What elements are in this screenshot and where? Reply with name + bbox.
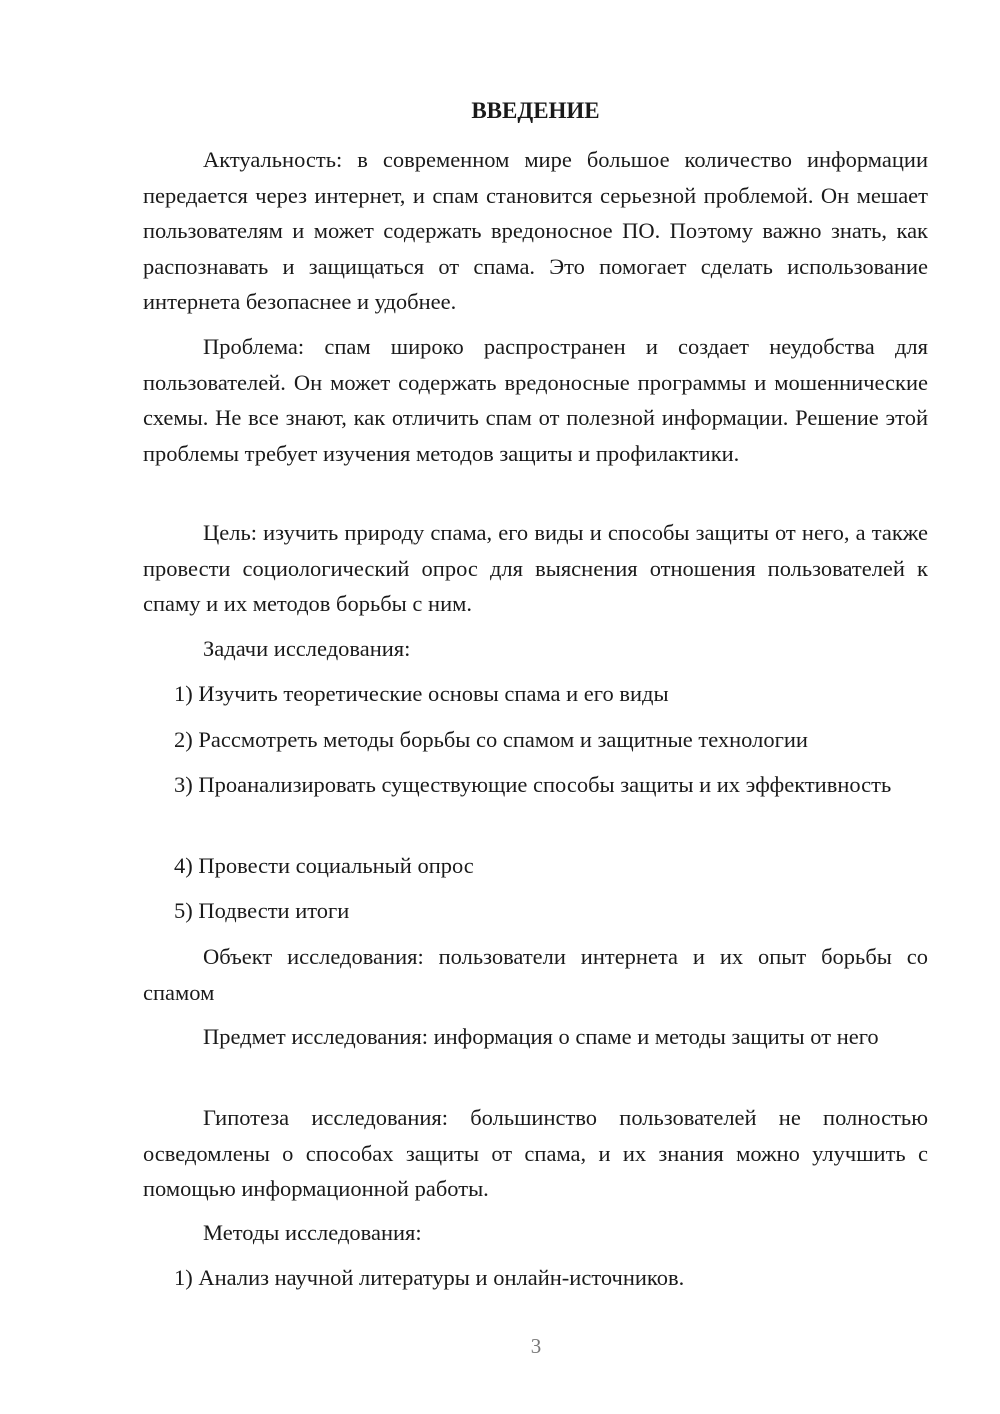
task-item-5: 5) Подвести итоги — [174, 898, 350, 923]
paragraph-goal: Цель: изучить природу спама, его виды и способы защиты от него, а также провести социологический опрос для выяснения отношения пользователей к спаму и их методов борьбы с ним. — [143, 520, 928, 616]
page-number: 3 — [530, 1334, 542, 1358]
methods-heading: Методы исследования: — [203, 1220, 422, 1245]
task-item-2: 2) Рассмотреть методы борьбы со спамом и защитные технологии — [174, 727, 808, 752]
paragraph-object: Объект исследования: пользователи интернета и их опыт борьбы со спамом — [143, 944, 928, 1005]
tasks-heading: Задачи исследования: — [203, 636, 411, 661]
task-item-1: 1) Изучить теоретические основы спама и его виды — [174, 681, 669, 706]
task-item-4: 4) Провести социальный опрос — [174, 853, 474, 878]
task-item-3: 3) Проанализировать существующие способы защиты и их эффективность — [174, 772, 892, 797]
paragraph-problem: Проблема: спам широко распространен и создает неудобства для пользователей. Он может содержать вредоносные программы и мошеннические схемы. Не все знают, как отличить спам от полезной информации. Решение этой проблемы требует изучения методов защиты и профилактики. — [143, 334, 928, 466]
paragraph-relevance: Актуальность: в современном мире большое количество информации передается через интернет, и спам становится серьезной проблемой. Он мешает пользователям и может содержать вредоносное ПО. Поэтому важно знать, как распознавать и защищаться от спама. Это помогает сделать использование интернета безопаснее и удобнее. — [143, 147, 928, 314]
section-heading: ВВЕДЕНИЕ — [471, 98, 600, 123]
paragraph-subject: Предмет исследования: информация о спаме и методы защиты от него — [203, 1024, 879, 1049]
paragraph-hypothesis: Гипотеза исследования: большинство пользователей не полностью осведомлены о способах защиты от спама, и их знания можно улучшить с помощью информационной работы. — [143, 1105, 928, 1201]
method-item-1: 1) Анализ научной литературы и онлайн-источников. — [174, 1265, 685, 1290]
